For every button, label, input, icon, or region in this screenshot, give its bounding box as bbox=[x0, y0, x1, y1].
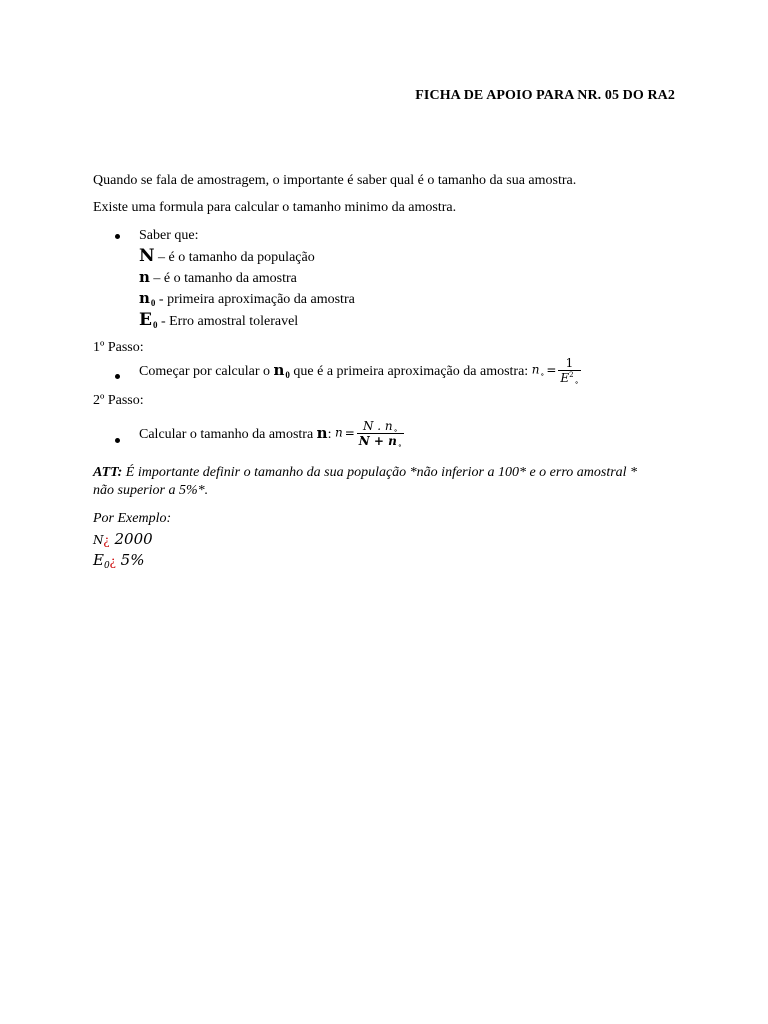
passo2-text: Calcular o tamanho da amostra n: n = $\frac{N . n_\circ}{N + n_\circ}$ bbox=[139, 419, 402, 450]
att-text: É importante definir o tamanho da sua população *não inferior a 100* e o erro amostral * não superior a 5%*. bbox=[93, 465, 638, 498]
exemplo-E0: $E_0¿$ 5% bbox=[93, 551, 145, 571]
saber-item-E0 bbox=[139, 310, 298, 330]
bullet-dot-icon bbox=[115, 234, 120, 239]
symbol-n: n bbox=[139, 268, 150, 286]
saber-item-text: – é o tamanho da população bbox=[154, 250, 315, 265]
symbol-subscript: 0 bbox=[150, 298, 156, 308]
page-title: FICHA DE APOIO PARA NR. 05 DO RA2 bbox=[415, 88, 675, 103]
symbol-N: N bbox=[139, 246, 155, 266]
intro-line-2: Existe uma formula para calcular o tamanho minimo da amostra. bbox=[93, 200, 457, 215]
symbol-subscript: 0 bbox=[285, 370, 290, 380]
exemplo-N: N¿ 2000 bbox=[93, 530, 153, 548]
passo1-text: Começar por calcular o $n_0$ que é a primeira aproximação da amostra: $n_\circ$ = $\frac{1}{E^2_\circ}$ bbox=[139, 356, 579, 387]
fraction: $\frac{N . n_\circ}{N + n_\circ}$ bbox=[358, 419, 402, 450]
symbol-subscript: 0 bbox=[152, 320, 158, 330]
placeholder-mark: ¿ bbox=[103, 533, 110, 548]
symbol-n: n bbox=[316, 424, 328, 442]
symbol-n: n bbox=[273, 361, 285, 379]
saber-item-n bbox=[139, 268, 297, 287]
intro-line-1: Quando se fala de amostragem, o importante é saber qual é o tamanho da sua amostra. bbox=[93, 173, 577, 188]
bullet-dot-icon bbox=[115, 374, 120, 379]
saber-item-text: - primeira aproximação da amostra bbox=[155, 292, 355, 307]
saber-item-n0 bbox=[139, 289, 355, 308]
symbol-n: n bbox=[139, 289, 150, 307]
passo1-label: 1º Passo: bbox=[93, 340, 144, 355]
formula-n: n = $\frac{N . n_\circ}{N + n_\circ}$ bbox=[334, 419, 402, 450]
saber-item-text: - Erro amostral toleravel bbox=[157, 314, 299, 329]
saber-label: Saber que: bbox=[139, 228, 199, 243]
symbol-E: E bbox=[139, 310, 152, 330]
bullet-dot-icon bbox=[115, 438, 120, 443]
att-label: ATT: bbox=[93, 465, 123, 480]
fraction: $\frac{1}{E^2_\circ}$ bbox=[560, 356, 579, 387]
saber-item-text: – é o tamanho da amostra bbox=[149, 271, 297, 286]
passo2-label: 2º Passo: bbox=[93, 393, 144, 408]
placeholder-mark: ¿ bbox=[109, 554, 116, 569]
saber-item-N bbox=[139, 246, 315, 266]
att-note bbox=[93, 464, 653, 500]
exemplo-label: Por Exemplo: bbox=[93, 511, 172, 526]
formula-n0: $n_\circ$ = $\frac{1}{E^2_\circ}$ bbox=[531, 356, 579, 387]
